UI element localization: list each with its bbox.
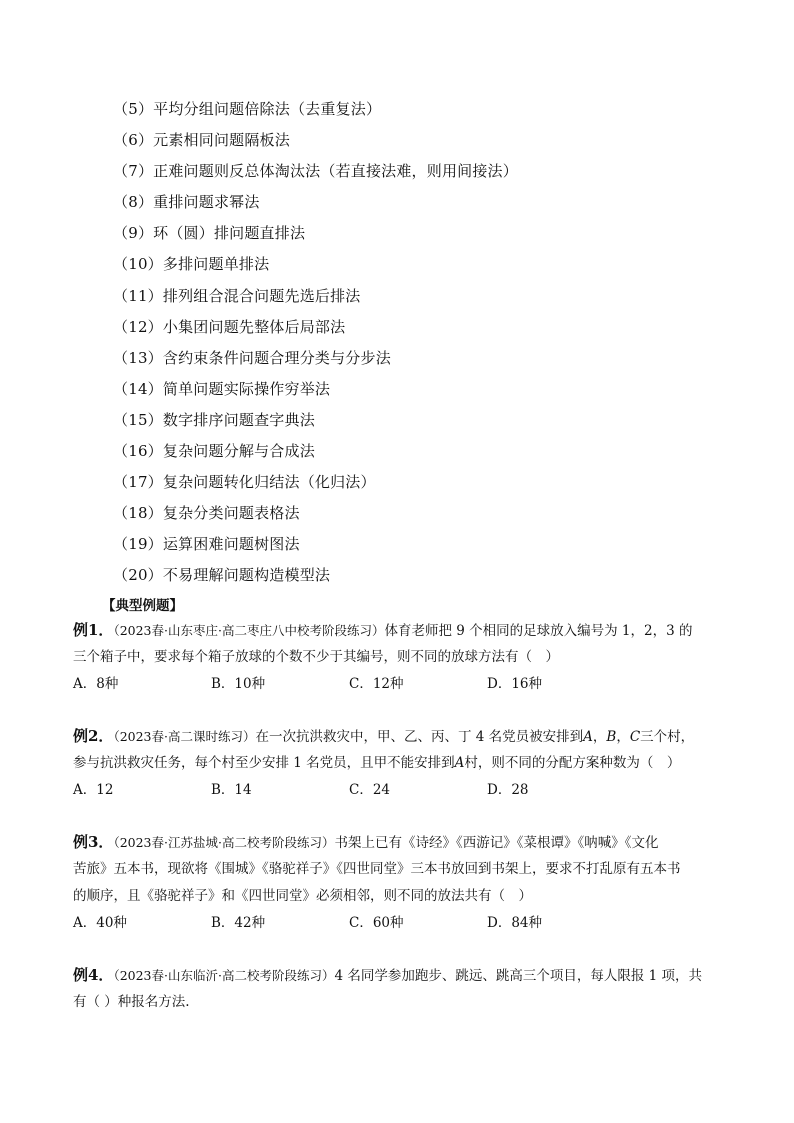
example-source: （2023春·高二课时练习） — [113, 729, 256, 744]
example-line — [73, 750, 723, 777]
options-row — [73, 910, 723, 937]
example-line — [73, 829, 723, 856]
option-a: A．8种 — [73, 676, 119, 692]
option-b: B．10种 — [211, 676, 266, 692]
example-4 — [73, 962, 723, 1016]
method-item: （18）复杂分类问题表格法 — [113, 504, 300, 523]
option-c: C．60种 — [349, 915, 404, 931]
options-row — [73, 671, 723, 698]
example-text: 体育老师把 9 个相同的足球放入编号为 1，2，3 的 — [384, 623, 693, 639]
example-line: 的顺序，且《骆驼祥子》和《四世同堂》必须相邻，则不同的放法共有（ ） — [73, 888, 532, 904]
option-b: B．14 — [211, 782, 252, 798]
option-c: C．24 — [349, 782, 391, 798]
method-item: （5）平均分组问题倍除法（去重复法） — [113, 100, 382, 118]
method-item: （16）复杂问题分解与合成法 — [113, 442, 315, 461]
example-text: ， — [616, 729, 630, 745]
variable-a: A — [583, 729, 593, 745]
example-tag: 例1． — [73, 621, 114, 639]
example-source: （2023春·江苏盐城·高二校考阶段练习） — [113, 835, 335, 850]
option-c: C．12种 — [349, 676, 404, 692]
example-source: （2023春·山东临沂·高二校考阶段练习） — [113, 968, 335, 983]
method-item: （20）不易理解问题构造模型法 — [113, 566, 331, 585]
example-1 — [73, 617, 723, 698]
option-a: A．12 — [73, 782, 114, 798]
example-text: 4 名同学参加跑步、跳远、跳高三个项目，每人限报 1 项，共 — [334, 968, 703, 984]
method-item: （13）含约束条件问题合理分类与分步法 — [113, 348, 391, 367]
example-text: 三个村， — [640, 729, 695, 745]
method-item: （17）复杂问题转化归结法（化归法） — [113, 473, 376, 492]
example-tag: 例4． — [73, 966, 114, 984]
example-3 — [73, 829, 723, 937]
method-item: （14）简单问题实际操作穷举法 — [113, 379, 331, 398]
methods-list — [113, 94, 518, 592]
example-text: 参与抗洪救灾任务，每个村至少安排 1 名党员，且甲不能安排到 — [73, 755, 455, 771]
method-item: （11）排列组合混合问题先选后排法 — [113, 286, 361, 305]
method-item: （19）运算困难问题树图法 — [113, 535, 300, 554]
example-line — [73, 617, 723, 644]
option-d: D．16种 — [487, 676, 543, 692]
example-line — [73, 723, 723, 750]
variable-a: A — [454, 755, 465, 771]
option-b: B．42种 — [211, 915, 266, 931]
example-line — [73, 962, 723, 989]
method-item: （8）重排问题求幂法 — [113, 193, 260, 212]
method-item: （7）正难问题则反总体淘汰法（若直接法难，则用间接法） — [113, 162, 518, 181]
method-item: （12）小集团问题先整体后局部法 — [113, 317, 346, 336]
example-text: 在一次抗洪救灾中，甲、乙、丙、丁 4 名党员被安排到 — [255, 729, 584, 745]
example-line: 三个箱子中，要求每个箱子放球的个数不少于其编号，则不同的放球方法有（ ） — [73, 649, 559, 665]
method-item: （6）元素相同问题隔板法 — [113, 131, 290, 150]
example-text: 书架上已有《诗经》《西游记》《菜根谭》《呐喊》《文化 — [334, 835, 659, 851]
example-line: 苦旅》五本书，现欲将《围城》《骆驼祥子》《四世同堂》三本书放回到书架上，要求不打乱原有五本书 — [73, 861, 681, 877]
variable-b: B — [606, 729, 617, 745]
option-d: D．28 — [487, 782, 529, 798]
method-item: （15）数字排序问题查字典法 — [113, 410, 315, 429]
option-d: D．84种 — [487, 915, 543, 931]
example-tag: 例2． — [73, 727, 114, 745]
section-title: 【典型例题】 — [102, 598, 183, 614]
option-a: A．40种 — [73, 915, 127, 931]
example-tag: 例3． — [73, 833, 114, 851]
example-text: ， — [592, 729, 607, 745]
variable-c: C — [629, 729, 641, 745]
example-source: （2023春·山东枣庄·高二枣庄八中校考阶段练习） — [113, 623, 385, 638]
method-item: （10）多排问题单排法 — [113, 255, 270, 274]
options-row — [73, 777, 723, 804]
example-line: 有（ ）种报名方法. — [73, 994, 190, 1010]
example-2 — [73, 723, 723, 804]
method-item: （9）环（圆）排问题直排法 — [113, 224, 306, 243]
example-text: 村，则不同的分配方案种数为（ ） — [464, 755, 681, 771]
